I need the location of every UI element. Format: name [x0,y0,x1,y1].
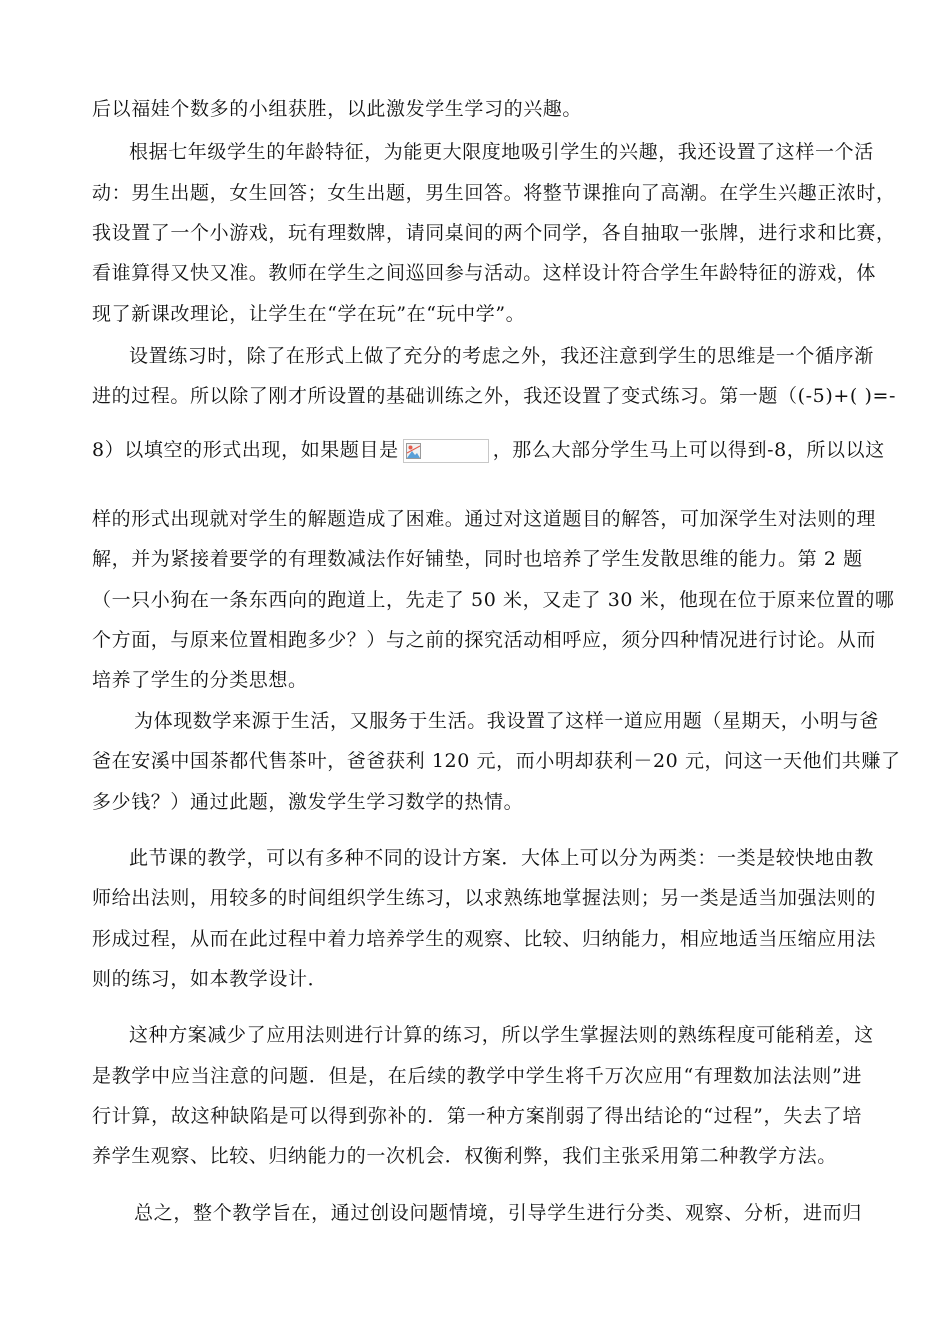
text-line: 多少钱？）通过此题，激发学生学习数学的热情。 [92,791,524,813]
text-line: 个方面，与原来位置相跑多少？）与之前的探究活动相呼应，须分四种情况进行讨论。从而 [92,629,877,651]
text-segment: ，那么大部分学生马上可以得到-8，所以以这 [492,439,885,461]
text-line: 培养了学生的分类思想。 [92,669,308,691]
text-line: 此节课的教学，可以有多种不同的设计方案．大体上可以分为两类：一类是较快地由教 [129,847,874,869]
text-line: 现了新课改理论，让学生在“学在玩”在“玩中学”。 [92,303,526,325]
text-line: 则的练习，如本教学设计． [92,968,328,990]
text-line: 行计算，故这种缺陷是可以得到弥补的．第一种方案削弱了得出结论的“过程”，失去了培 [92,1105,862,1127]
text-line: 样的形式出现就对学生的解题造成了困难。通过对这道题目的解答，可加深学生对法则的理 [92,508,877,530]
text-line: 解，并为紧接着要学的有理数减法作好铺垫，同时也培养了学生发散思维的能力。第 2 题 [92,548,863,570]
text-line: 是教学中应当注意的问题．但是，在后续的教学中学生将千万次应用“有理数加法法则”进 [92,1065,862,1087]
text-line: 动：男生出题，女生回答；女生出题，男生回答。将整节课推向了高潮。在学生兴趣正浓时， [92,182,896,204]
text-line: 养学生观察、比较、归纳能力的一次机会．权衡利弊，我们主张采用第二种教学方法。 [92,1145,837,1167]
text-segment: 8）以填空的形式出现，如果题目是 [92,439,399,461]
text-line: 根据七年级学生的年龄特征，为能更大限度地吸引学生的兴趣，我还设置了这样一个活 [129,141,874,163]
text-line: 师给出法则，用较多的时间组织学生练习，以求熟练地掌握法则；另一类是适当加强法则的 [92,887,877,909]
text-line: 形成过程，从而在此过程中着力培养学生的观察、比较、归纳能力，相应地适当压缩应用法 [92,928,877,950]
text-line: 为体现数学来源于生活，又服务于生活。我设置了这样一道应用题（星期天，小明与爸 [134,710,879,732]
broken-image-icon [406,443,421,459]
text-line: 进的过程。所以除了刚才所设置的基础训练之外，我还设置了变式练习。第一题（(-5)+( )=- [92,385,897,407]
text-line: 设置练习时，除了在形式上做了充分的考虑之外，我还注意到学生的思维是一个循序渐 [129,345,874,367]
text-line: 爸在安溪中国茶都代售茶叶，爸爸获利 120 元，而小明却获利－20 元，问这一天他们共赚了 [92,750,901,772]
text-line: 后以福娃个数多的小组获胜，以此激发学生学习的兴趣。 [92,98,583,120]
text-line: 这种方案减少了应用法则进行计算的练习，所以学生掌握法则的熟练程度可能稍差，这 [129,1024,874,1046]
text-line: 我设置了一个小游戏，玩有理数牌，请同桌间的两个同学，各自抽取一张牌，进行求和比赛， [92,222,896,244]
text-line: 看谁算得又快又准。教师在学生之间巡回参与活动。这样设计符合学生年龄特征的游戏，体 [92,262,877,284]
text-line-with-image [92,437,885,463]
text-line: 总之，整个教学旨在，通过创设问题情境，引导学生进行分类、观察、分析，进而归 [134,1202,862,1224]
text-line: （一只小狗在一条东西向的跑道上，先走了 50 米，又走了 30 米，他现在位于原来位置的哪 [92,589,895,611]
broken-image-placeholder [403,439,489,463]
